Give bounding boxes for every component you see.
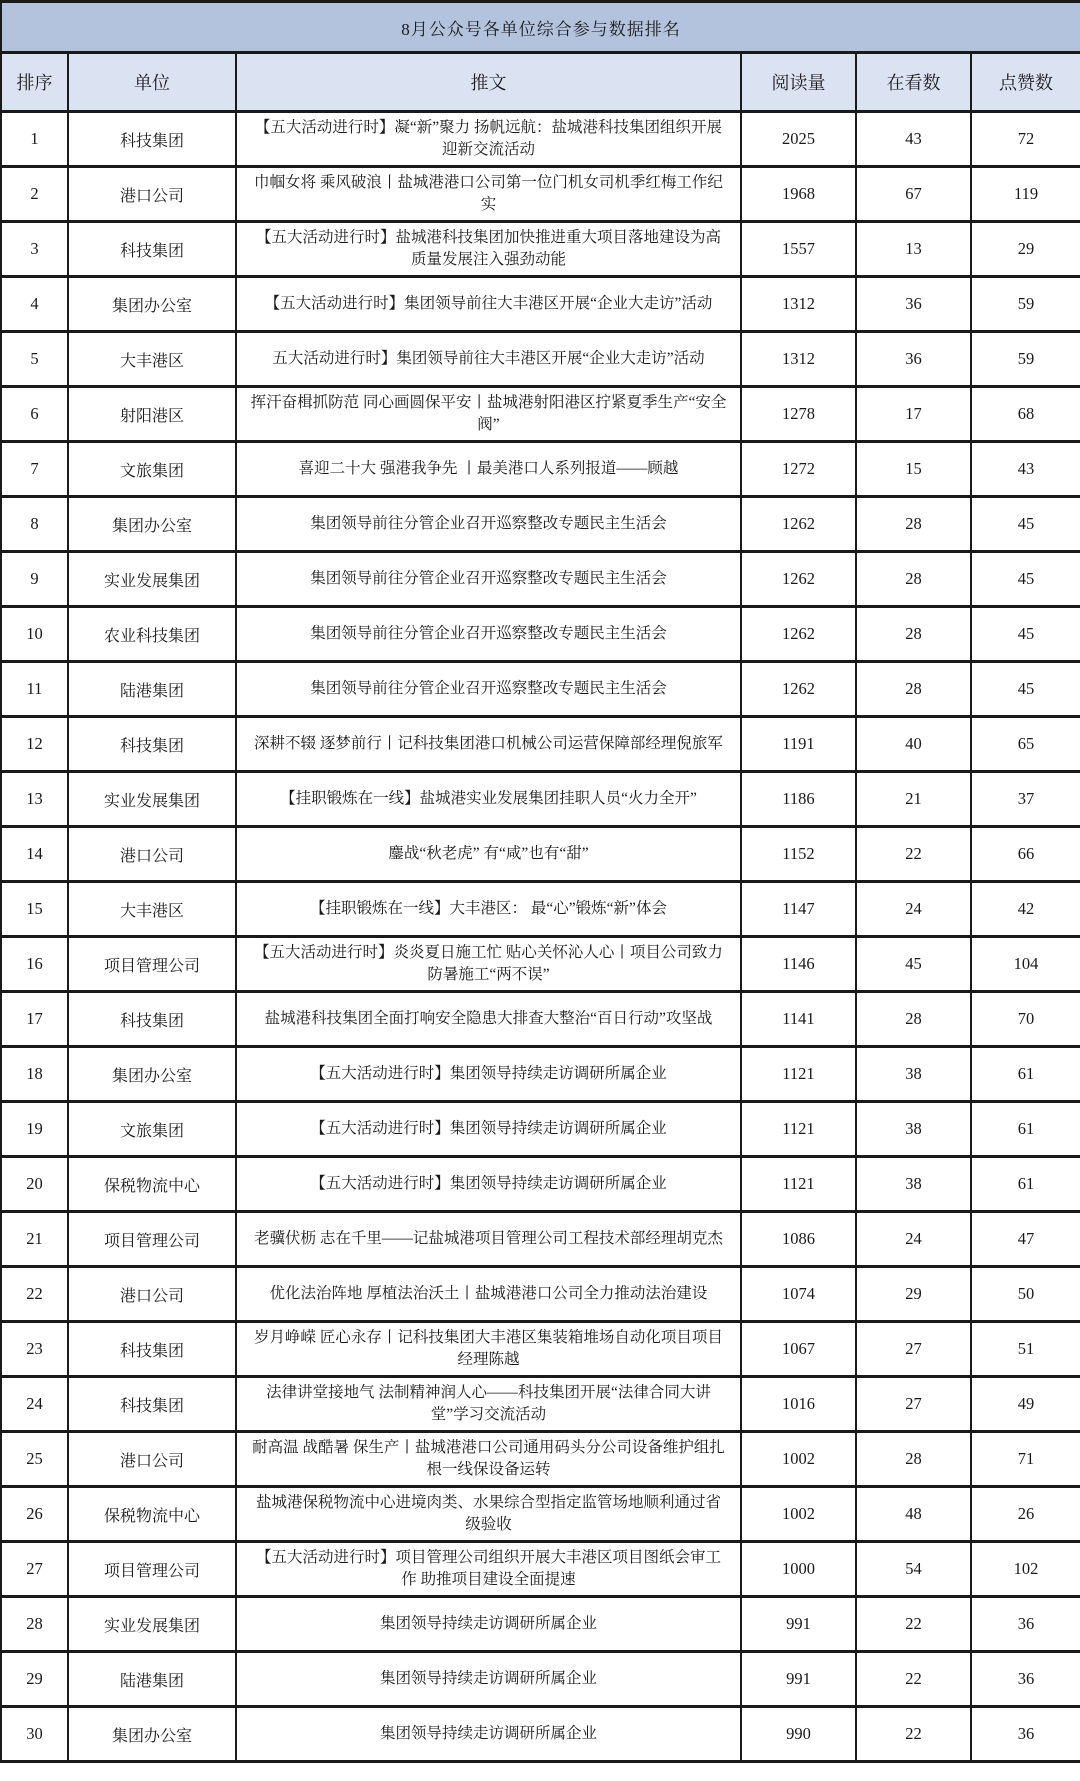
article-cell: 【挂职锻炼在一线】大丰港区： 最“心”锻炼“新”体会 bbox=[236, 882, 741, 937]
reads-cell: 991 bbox=[741, 1597, 856, 1652]
likes-cell: 49 bbox=[971, 1377, 1080, 1432]
unit-cell: 保税物流中心 bbox=[68, 1157, 236, 1212]
watches-cell: 13 bbox=[856, 222, 971, 277]
table-row bbox=[1, 222, 1080, 277]
article-cell: 【五大活动进行时】集团领导前往大丰港区开展“企业大走访”活动 bbox=[236, 277, 741, 332]
likes-cell: 66 bbox=[971, 827, 1080, 882]
likes-cell: 45 bbox=[971, 662, 1080, 717]
unit-cell: 港口公司 bbox=[68, 1267, 236, 1322]
likes-cell: 102 bbox=[971, 1542, 1080, 1597]
unit-cell: 科技集团 bbox=[68, 112, 236, 167]
watches-cell: 22 bbox=[856, 1597, 971, 1652]
unit-cell: 大丰港区 bbox=[68, 332, 236, 387]
likes-cell: 45 bbox=[971, 552, 1080, 607]
table-row bbox=[1, 332, 1080, 387]
col-header-reads: 阅读量 bbox=[741, 53, 856, 112]
reads-cell: 991 bbox=[741, 1652, 856, 1707]
reads-cell: 1141 bbox=[741, 992, 856, 1047]
col-header-watches: 在看数 bbox=[856, 53, 971, 112]
unit-cell: 科技集团 bbox=[68, 717, 236, 772]
reads-cell: 1146 bbox=[741, 937, 856, 992]
watches-cell: 24 bbox=[856, 882, 971, 937]
likes-cell: 47 bbox=[971, 1212, 1080, 1267]
rank-cell: 14 bbox=[1, 827, 68, 882]
unit-cell: 文旅集团 bbox=[68, 442, 236, 497]
unit-cell: 科技集团 bbox=[68, 222, 236, 277]
rank-cell: 25 bbox=[1, 1432, 68, 1487]
reads-cell: 1262 bbox=[741, 552, 856, 607]
article-cell: 集团领导前往分管企业召开巡察整改专题民主生活会 bbox=[236, 552, 741, 607]
unit-cell: 港口公司 bbox=[68, 167, 236, 222]
rank-cell: 9 bbox=[1, 552, 68, 607]
article-cell: 【五大活动进行时】盐城港科技集团加快推进重大项目落地建设为高质量发展注入强劲动能 bbox=[236, 222, 741, 277]
reads-cell: 1272 bbox=[741, 442, 856, 497]
likes-cell: 36 bbox=[971, 1597, 1080, 1652]
watches-cell: 28 bbox=[856, 552, 971, 607]
table-row bbox=[1, 607, 1080, 662]
reads-cell: 1067 bbox=[741, 1322, 856, 1377]
article-cell: 鏖战“秋老虎” 有“咸”也有“甜” bbox=[236, 827, 741, 882]
likes-cell: 37 bbox=[971, 772, 1080, 827]
rank-cell: 26 bbox=[1, 1487, 68, 1542]
likes-cell: 45 bbox=[971, 497, 1080, 552]
reads-cell: 1121 bbox=[741, 1102, 856, 1157]
unit-cell: 保税物流中心 bbox=[68, 1487, 236, 1542]
article-cell: 法律讲堂接地气 法制精神润人心——科技集团开展“法律合同大讲堂”学习交流活动 bbox=[236, 1377, 741, 1432]
reads-cell: 1557 bbox=[741, 222, 856, 277]
likes-cell: 26 bbox=[971, 1487, 1080, 1542]
reads-cell: 1016 bbox=[741, 1377, 856, 1432]
rank-cell: 20 bbox=[1, 1157, 68, 1212]
unit-cell: 项目管理公司 bbox=[68, 937, 236, 992]
table-row bbox=[1, 1102, 1080, 1157]
rank-cell: 12 bbox=[1, 717, 68, 772]
likes-cell: 29 bbox=[971, 222, 1080, 277]
watches-cell: 27 bbox=[856, 1377, 971, 1432]
likes-cell: 42 bbox=[971, 882, 1080, 937]
watches-cell: 40 bbox=[856, 717, 971, 772]
rank-cell: 18 bbox=[1, 1047, 68, 1102]
reads-cell: 1002 bbox=[741, 1487, 856, 1542]
reads-cell: 1121 bbox=[741, 1047, 856, 1102]
article-cell: 巾帼女将 乘风破浪丨盐城港港口公司第一位门机女司机季红梅工作纪实 bbox=[236, 167, 741, 222]
table-row bbox=[1, 882, 1080, 937]
reads-cell: 1074 bbox=[741, 1267, 856, 1322]
table-row bbox=[1, 1377, 1080, 1432]
reads-cell: 1000 bbox=[741, 1542, 856, 1597]
table-row bbox=[1, 387, 1080, 442]
unit-cell: 集团办公室 bbox=[68, 1047, 236, 1102]
reads-cell: 1186 bbox=[741, 772, 856, 827]
rank-cell: 3 bbox=[1, 222, 68, 277]
watches-cell: 28 bbox=[856, 497, 971, 552]
rank-cell: 23 bbox=[1, 1322, 68, 1377]
reads-cell: 1262 bbox=[741, 607, 856, 662]
unit-cell: 科技集团 bbox=[68, 1377, 236, 1432]
article-cell: 【五大活动进行时】项目管理公司组织开展大丰港区项目图纸会审工作 助推项目建设全面提速 bbox=[236, 1542, 741, 1597]
likes-cell: 119 bbox=[971, 167, 1080, 222]
rank-cell: 21 bbox=[1, 1212, 68, 1267]
likes-cell: 72 bbox=[971, 112, 1080, 167]
table-row bbox=[1, 1707, 1080, 1762]
unit-cell: 项目管理公司 bbox=[68, 1542, 236, 1597]
article-cell: 集团领导前往分管企业召开巡察整改专题民主生活会 bbox=[236, 662, 741, 717]
table-row bbox=[1, 1157, 1080, 1212]
watches-cell: 38 bbox=[856, 1157, 971, 1212]
unit-cell: 实业发展集团 bbox=[68, 1597, 236, 1652]
watches-cell: 54 bbox=[856, 1542, 971, 1597]
reads-cell: 1147 bbox=[741, 882, 856, 937]
table-body bbox=[1, 112, 1080, 1762]
rank-cell: 17 bbox=[1, 992, 68, 1047]
article-cell: 集团领导持续走访调研所属企业 bbox=[236, 1652, 741, 1707]
unit-cell: 集团办公室 bbox=[68, 1707, 236, 1762]
rank-cell: 27 bbox=[1, 1542, 68, 1597]
table-row bbox=[1, 1652, 1080, 1707]
table-row bbox=[1, 1542, 1080, 1597]
rank-cell: 5 bbox=[1, 332, 68, 387]
article-cell: 【五大活动进行时】炎炎夏日施工忙 贴心关怀沁人心丨项目公司致力防暑施工“两不误” bbox=[236, 937, 741, 992]
rank-cell: 24 bbox=[1, 1377, 68, 1432]
rank-cell: 7 bbox=[1, 442, 68, 497]
article-cell: 老骥伏枥 志在千里——记盐城港项目管理公司工程技术部经理胡克杰 bbox=[236, 1212, 741, 1267]
watches-cell: 28 bbox=[856, 662, 971, 717]
reads-cell: 1262 bbox=[741, 497, 856, 552]
likes-cell: 59 bbox=[971, 332, 1080, 387]
watches-cell: 22 bbox=[856, 1652, 971, 1707]
table-row bbox=[1, 497, 1080, 552]
rank-cell: 19 bbox=[1, 1102, 68, 1157]
unit-cell: 陆港集团 bbox=[68, 662, 236, 717]
article-cell: 优化法治阵地 厚植法治沃土丨盐城港港口公司全力推动法治建设 bbox=[236, 1267, 741, 1322]
unit-cell: 港口公司 bbox=[68, 827, 236, 882]
col-header-article: 推文 bbox=[236, 53, 741, 112]
article-cell: 【五大活动进行时】凝“新”聚力 扬帆远航：盐城港科技集团组织开展迎新交流活动 bbox=[236, 112, 741, 167]
table-row bbox=[1, 1432, 1080, 1487]
article-cell: 盐城港科技集团全面打响安全隐患大排查大整治“百日行动”攻坚战 bbox=[236, 992, 741, 1047]
table-row bbox=[1, 112, 1080, 167]
rank-cell: 13 bbox=[1, 772, 68, 827]
watches-cell: 29 bbox=[856, 1267, 971, 1322]
likes-cell: 71 bbox=[971, 1432, 1080, 1487]
unit-cell: 港口公司 bbox=[68, 1432, 236, 1487]
table-row bbox=[1, 937, 1080, 992]
article-cell: 集团领导持续走访调研所属企业 bbox=[236, 1597, 741, 1652]
table-row bbox=[1, 717, 1080, 772]
table-row bbox=[1, 662, 1080, 717]
article-cell: 【五大活动进行时】集团领导持续走访调研所属企业 bbox=[236, 1102, 741, 1157]
reads-cell: 990 bbox=[741, 1707, 856, 1762]
rank-cell: 10 bbox=[1, 607, 68, 662]
likes-cell: 68 bbox=[971, 387, 1080, 442]
likes-cell: 45 bbox=[971, 607, 1080, 662]
unit-cell: 大丰港区 bbox=[68, 882, 236, 937]
watches-cell: 36 bbox=[856, 332, 971, 387]
unit-cell: 陆港集团 bbox=[68, 1652, 236, 1707]
table-row bbox=[1, 1487, 1080, 1542]
likes-cell: 104 bbox=[971, 937, 1080, 992]
table-row bbox=[1, 992, 1080, 1047]
article-cell: 集团领导前往分管企业召开巡察整改专题民主生活会 bbox=[236, 607, 741, 662]
rank-cell: 4 bbox=[1, 277, 68, 332]
watches-cell: 48 bbox=[856, 1487, 971, 1542]
watches-cell: 15 bbox=[856, 442, 971, 497]
watches-cell: 28 bbox=[856, 1432, 971, 1487]
watches-cell: 27 bbox=[856, 1322, 971, 1377]
unit-cell: 集团办公室 bbox=[68, 497, 236, 552]
article-cell: 深耕不辍 逐梦前行丨记科技集团港口机械公司运营保障部经理倪旅军 bbox=[236, 717, 741, 772]
table-title: 8月公众号各单位综合参与数据排名 bbox=[1, 2, 1080, 53]
watches-cell: 43 bbox=[856, 112, 971, 167]
table-row bbox=[1, 1047, 1080, 1102]
watches-cell: 22 bbox=[856, 1707, 971, 1762]
likes-cell: 59 bbox=[971, 277, 1080, 332]
table-row bbox=[1, 1597, 1080, 1652]
unit-cell: 文旅集团 bbox=[68, 1102, 236, 1157]
likes-cell: 51 bbox=[971, 1322, 1080, 1377]
reads-cell: 1002 bbox=[741, 1432, 856, 1487]
article-cell: 集团领导持续走访调研所属企业 bbox=[236, 1707, 741, 1762]
reads-cell: 1121 bbox=[741, 1157, 856, 1212]
table-row bbox=[1, 1322, 1080, 1377]
rank-cell: 16 bbox=[1, 937, 68, 992]
reads-cell: 1968 bbox=[741, 167, 856, 222]
unit-cell: 科技集团 bbox=[68, 992, 236, 1047]
rank-cell: 29 bbox=[1, 1652, 68, 1707]
article-cell: 盐城港保税物流中心进境肉类、水果综合型指定监管场地顺利通过省级验收 bbox=[236, 1487, 741, 1542]
table-row bbox=[1, 1267, 1080, 1322]
reads-cell: 1312 bbox=[741, 332, 856, 387]
likes-cell: 61 bbox=[971, 1157, 1080, 1212]
rank-cell: 1 bbox=[1, 112, 68, 167]
rank-cell: 8 bbox=[1, 497, 68, 552]
table-row bbox=[1, 167, 1080, 222]
article-cell: 【挂职锻炼在一线】盐城港实业发展集团挂职人员“火力全开” bbox=[236, 772, 741, 827]
header-row bbox=[1, 53, 1080, 112]
unit-cell: 项目管理公司 bbox=[68, 1212, 236, 1267]
watches-cell: 38 bbox=[856, 1102, 971, 1157]
watches-cell: 28 bbox=[856, 992, 971, 1047]
rank-cell: 15 bbox=[1, 882, 68, 937]
watches-cell: 22 bbox=[856, 827, 971, 882]
rank-cell: 11 bbox=[1, 662, 68, 717]
unit-cell: 科技集团 bbox=[68, 1322, 236, 1377]
article-cell: 集团领导前往分管企业召开巡察整改专题民主生活会 bbox=[236, 497, 741, 552]
watches-cell: 36 bbox=[856, 277, 971, 332]
reads-cell: 1152 bbox=[741, 827, 856, 882]
col-header-unit: 单位 bbox=[68, 53, 236, 112]
unit-cell: 实业发展集团 bbox=[68, 552, 236, 607]
rank-cell: 22 bbox=[1, 1267, 68, 1322]
article-cell: 五大活动进行时】集团领导前往大丰港区开展“企业大走访”活动 bbox=[236, 332, 741, 387]
article-cell: 耐高温 战酷暑 保生产丨盐城港港口公司通用码头分公司设备维护组扎根一线保设备运转 bbox=[236, 1432, 741, 1487]
table-row bbox=[1, 827, 1080, 882]
table-row bbox=[1, 442, 1080, 497]
article-cell: 岁月峥嵘 匠心永存丨记科技集团大丰港区集装箱堆场自动化项目项目经理陈越 bbox=[236, 1322, 741, 1377]
watches-cell: 45 bbox=[856, 937, 971, 992]
unit-cell: 集团办公室 bbox=[68, 277, 236, 332]
table-row bbox=[1, 277, 1080, 332]
article-cell: 喜迎二十大 强港我争先 丨最美港口人系列报道——顾越 bbox=[236, 442, 741, 497]
article-cell: 挥汗奋楫抓防范 同心画圆保平安丨盐城港射阳港区拧紧夏季生产“安全阀” bbox=[236, 387, 741, 442]
likes-cell: 36 bbox=[971, 1707, 1080, 1762]
reads-cell: 1086 bbox=[741, 1212, 856, 1267]
rank-cell: 30 bbox=[1, 1707, 68, 1762]
reads-cell: 1278 bbox=[741, 387, 856, 442]
watches-cell: 24 bbox=[856, 1212, 971, 1267]
likes-cell: 70 bbox=[971, 992, 1080, 1047]
rank-cell: 28 bbox=[1, 1597, 68, 1652]
likes-cell: 50 bbox=[971, 1267, 1080, 1322]
watches-cell: 28 bbox=[856, 607, 971, 662]
likes-cell: 43 bbox=[971, 442, 1080, 497]
article-cell: 【五大活动进行时】集团领导持续走访调研所属企业 bbox=[236, 1047, 741, 1102]
reads-cell: 1262 bbox=[741, 662, 856, 717]
article-cell: 【五大活动进行时】集团领导持续走访调研所属企业 bbox=[236, 1157, 741, 1212]
col-header-rank: 排序 bbox=[1, 53, 68, 112]
reads-cell: 2025 bbox=[741, 112, 856, 167]
title-row bbox=[1, 2, 1080, 53]
table-row bbox=[1, 1212, 1080, 1267]
watches-cell: 38 bbox=[856, 1047, 971, 1102]
table-row bbox=[1, 552, 1080, 607]
watches-cell: 21 bbox=[856, 772, 971, 827]
rank-cell: 6 bbox=[1, 387, 68, 442]
unit-cell: 实业发展集团 bbox=[68, 772, 236, 827]
unit-cell: 射阳港区 bbox=[68, 387, 236, 442]
likes-cell: 61 bbox=[971, 1047, 1080, 1102]
table-row bbox=[1, 772, 1080, 827]
likes-cell: 65 bbox=[971, 717, 1080, 772]
likes-cell: 36 bbox=[971, 1652, 1080, 1707]
reads-cell: 1312 bbox=[741, 277, 856, 332]
unit-cell: 农业科技集团 bbox=[68, 607, 236, 662]
reads-cell: 1191 bbox=[741, 717, 856, 772]
watches-cell: 67 bbox=[856, 167, 971, 222]
col-header-likes: 点赞数 bbox=[971, 53, 1080, 112]
watches-cell: 17 bbox=[856, 387, 971, 442]
likes-cell: 61 bbox=[971, 1102, 1080, 1157]
rank-cell: 2 bbox=[1, 167, 68, 222]
